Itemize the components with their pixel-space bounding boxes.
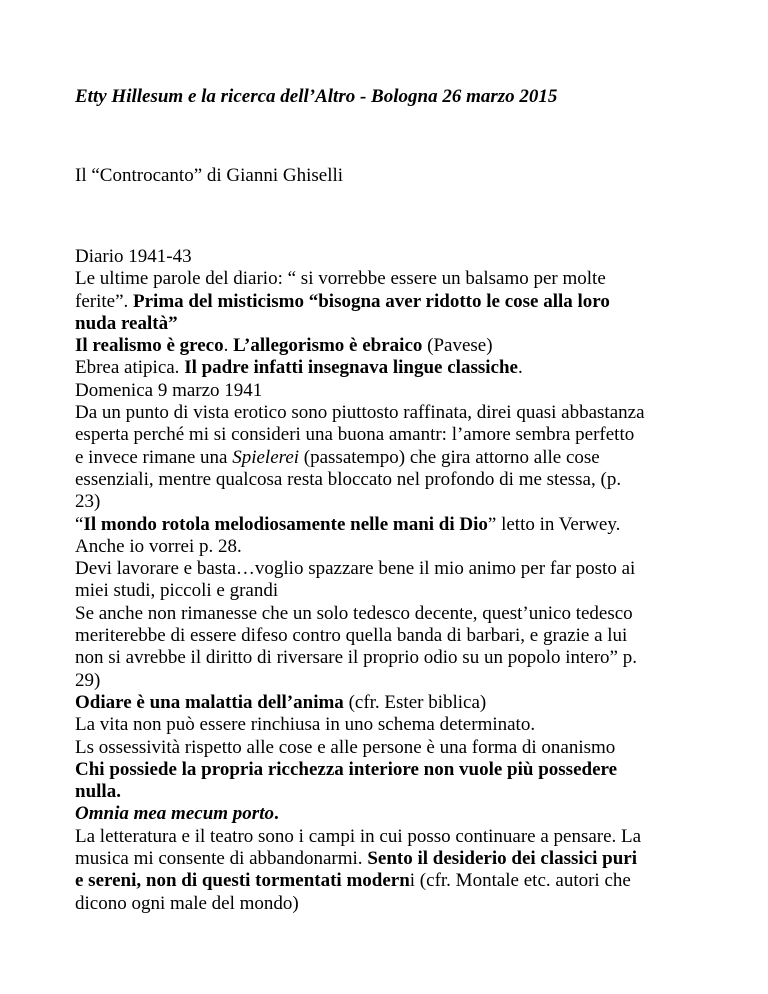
bold-run [75,803,274,824]
text-run: Ls ossessività rispetto alle cose e alle persone è una forma di onanismo [75,736,616,758]
bold-run: nuda realtà” [75,312,178,334]
body-line [75,447,725,469]
body-line [75,603,725,625]
body-line [75,826,725,848]
body-line [75,246,725,268]
body-line [75,692,725,714]
bold-run: e sereni, non di questi tormentati modern [75,870,410,892]
bold-run: Sento il desiderio dei classici puri [367,848,638,870]
body-line [75,893,725,915]
text-run: musica mi consente di abbandonarmi. [75,848,368,870]
text-run: i (cfr. Montale etc. autori che [409,870,631,892]
text-run: (Pavese) [422,335,493,357]
body-line [75,625,725,647]
text-run: Se anche non rimanesse che un solo tedesco decente, quest’unico tedesco [75,602,633,624]
body-line [75,291,725,313]
body-line [75,803,725,825]
body-line [75,580,725,602]
text-run: Le ultime parole del diario: “ si vorrebbe essere un balsamo per molte [75,268,606,290]
body-line [75,670,725,692]
text-run: (passatempo) che gira attorno alle cose [299,446,600,468]
body-line [75,424,725,446]
text-run: esperta perché mi si consideri una buona amantr: l’amore sembra perfetto [75,424,635,446]
bold-run: nulla. [75,781,121,803]
body-line [75,469,725,491]
text-run: La vita non può essere rinchiusa in uno schema determinato. [75,714,536,736]
text-run: . [517,357,523,379]
bold-run: Prima del misticismo “bisogna aver ridotto le cose alla loro [133,290,610,312]
body-line [75,514,725,536]
text-run: . [223,335,234,357]
body-line [75,268,725,290]
body-line [75,737,725,759]
bold-run: L’allegorismo è ebraico [233,335,423,357]
body-line [75,335,725,357]
text-run: non si avrebbe il diritto di riversare il proprio odio su un popolo intero” p. [75,647,637,669]
text-run: Domenica 9 marzo 1941 [75,379,263,401]
body-line [75,759,725,781]
text-run: “ [75,513,84,535]
text-run: essenziali, mentre qualcosa resta bloccato nel profondo di me stessa, (p. [75,468,622,490]
italic-run: Spielerei [232,446,300,468]
text-run: ferite”. [75,290,134,312]
text-run: meriterebbe di essere difeso contro quella banda di barbari, e grazie a lui [75,625,628,647]
body-line [75,781,725,803]
text-run: dicono ogni male del mondo) [75,892,299,914]
text-run: Anche io vorrei p. 28. [75,535,242,557]
bold-run: . [273,803,279,825]
text-run: Devi lavorare e basta…voglio spazzare bene il mio animo per far posto ai [75,558,636,580]
text-run: (cfr. Ester biblica) [343,691,487,713]
body-line [75,313,725,335]
bold-italic-run: Omnia mea mecum porto [75,803,274,825]
bold-run: Il realismo è greco [75,335,224,357]
text-run: La letteratura e il teatro sono i campi in cui posso continuare a pensare. La [75,825,642,847]
body-line [75,357,725,379]
bold-run: Il padre infatti insegnava lingue classiche [184,357,518,379]
bold-run: Chi possiede la propria ricchezza interiore non vuole più possedere [75,758,618,780]
bold-run: Il mondo rotola melodiosamente nelle mani di Dio [83,513,488,535]
document-body [75,246,725,915]
text-run: Ebrea atipica. [75,357,185,379]
body-line [75,558,725,580]
text-run: ” letto in Verwey. [487,513,621,535]
body-line [75,714,725,736]
text-run: Diario 1941-43 [75,246,192,267]
body-line [75,402,725,424]
document-subtitle: Il “Controcanto” di Gianni Ghiselli [75,165,344,186]
text-run: miei studi, piccoli e grandi [75,580,279,602]
body-line [75,848,725,870]
body-line [75,647,725,669]
text-run: e invece rimane una [75,446,233,468]
bold-run: Odiare è una malattia dell’anima [75,691,344,713]
body-line [75,380,725,402]
text-run: Da un punto di vista erotico sono piuttosto raffinata, direi quasi abbastanza [75,402,645,424]
document-title: Etty Hillesum e la ricerca dell’Altro - Bologna 26 marzo 2015 [75,86,558,107]
text-run: 23) [75,491,101,513]
body-line [75,536,725,558]
body-line [75,491,725,513]
body-line [75,870,725,892]
text-run: 29) [75,669,101,691]
